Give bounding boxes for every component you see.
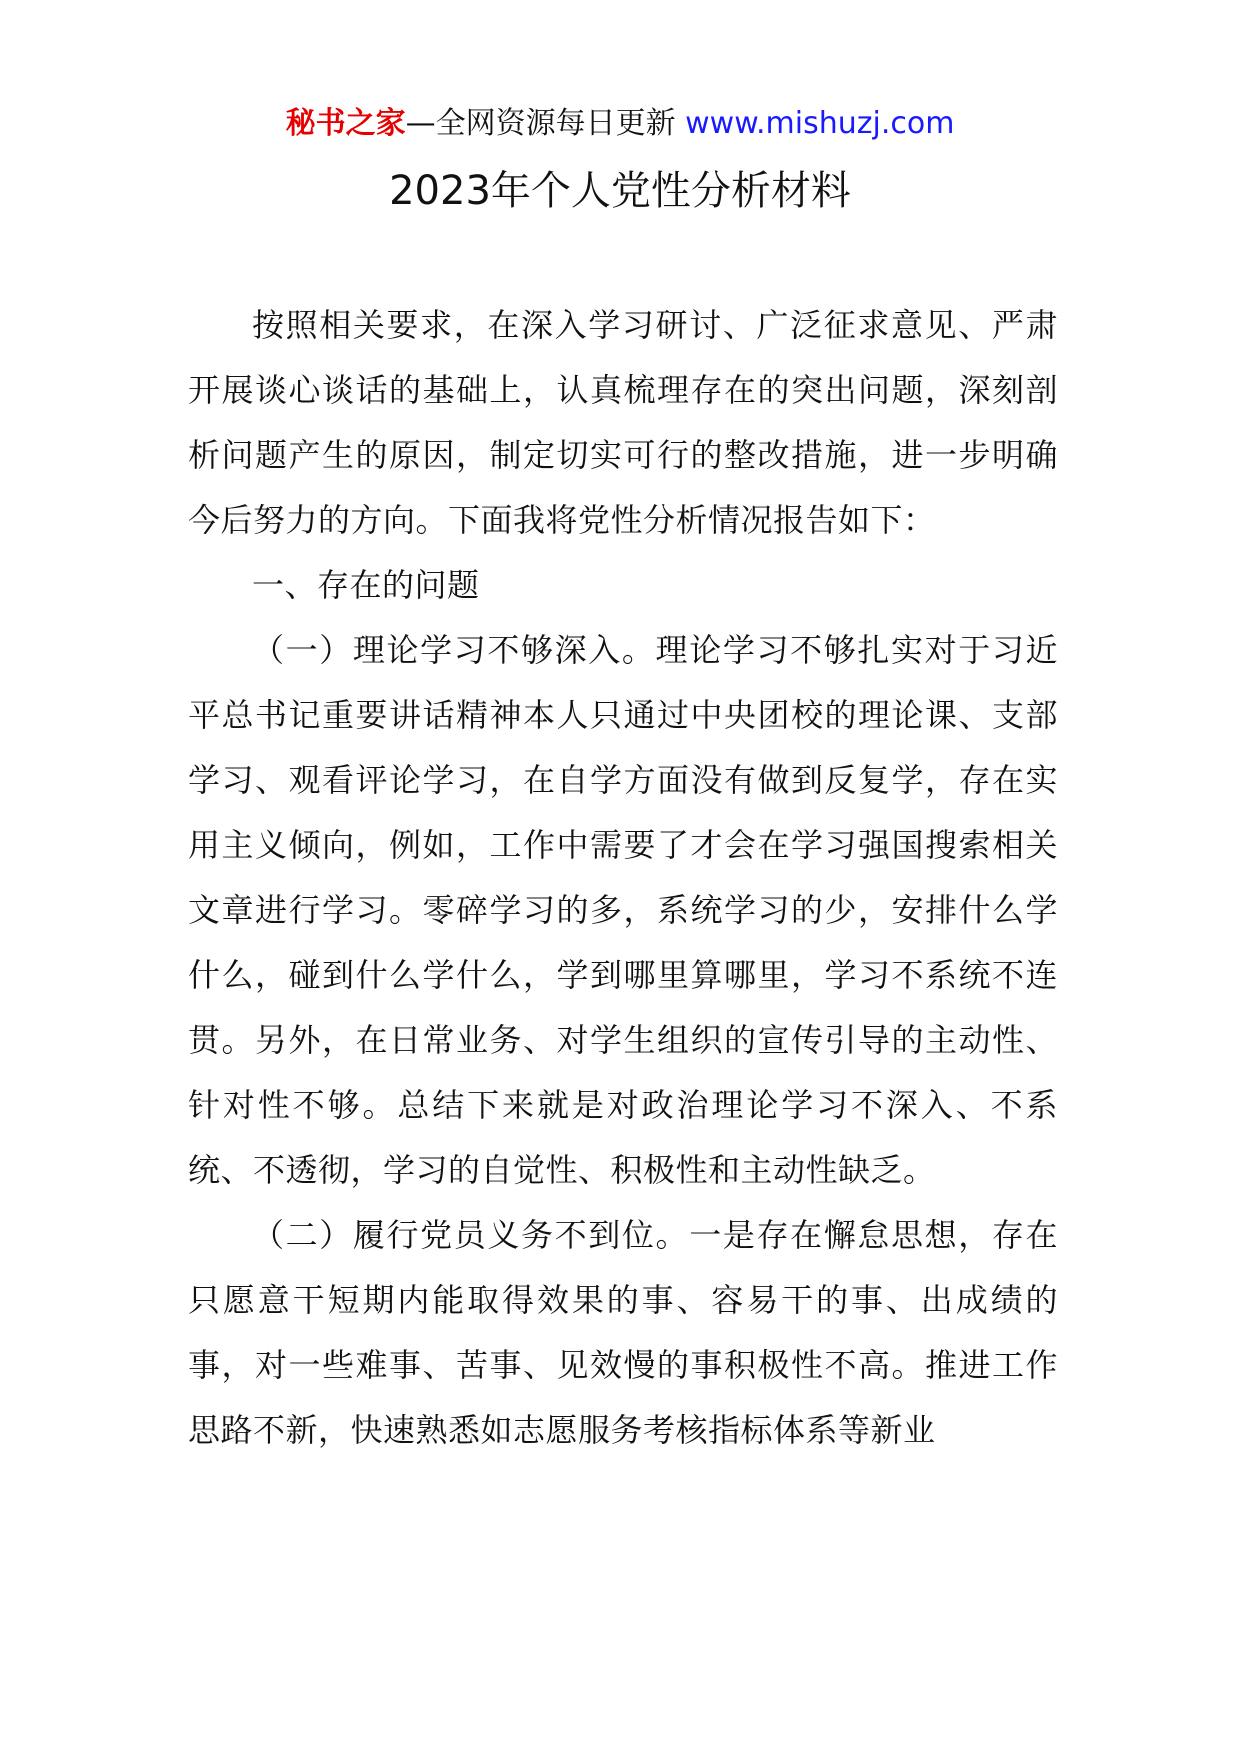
brand-name: 秘书之家 xyxy=(285,106,406,141)
document-title: 2023年个人党性分析材料 xyxy=(389,168,851,214)
intro-paragraph: 按照相关要求，在深入学习研讨、广泛征求意见、严肃开展谈心谈话的基础上，认真梳理存在的突出问题，深刻剖析问题产生的原因，制定切实可行的整改措施，进一步明确今后努力的方向。下面我将党性分析情况报告如下： xyxy=(188,306,1058,539)
document-body xyxy=(188,293,1058,1463)
site-url-link[interactable]: www.mishuzj.com xyxy=(685,106,955,141)
site-banner xyxy=(0,100,1240,148)
banner-tagline: —全网资源每日更新 xyxy=(405,106,686,141)
section-heading-problems: 一、存在的问题 xyxy=(252,566,480,604)
paragraph-theory-study: （一）理论学习不够深入。理论学习不够扎实对于习近平总书记重要讲话精神本人只通过中央团校的理论课、支部学习、观看评论学习，在自学方面没有做到反复学，存在实用主义倾向，例如，工作中需要了才会在学习强国搜索相关文章进行学习。零碎学习的多，系统学习的少，安排什么学什么，碰到什么学什么，学到哪里算哪里，学习不系统不连贯。另外，在日常业务、对学生组织的宣传引导的主动性、针对性不够。总结下来就是对政治理论学习不深入、不系统、不透彻，学习的自觉性、积极性和主动性缺乏。 xyxy=(188,631,1058,1189)
paragraph-party-duty: （二）履行党员义务不到位。一是存在懈怠思想，存在只愿意干短期内能取得效果的事、容易干的事、出成绩的事，对一些难事、苦事、见效慢的事积极性不高。推进工作思路不新，快速熟悉如志愿服务考核指标体系等新业 xyxy=(188,1216,1058,1449)
